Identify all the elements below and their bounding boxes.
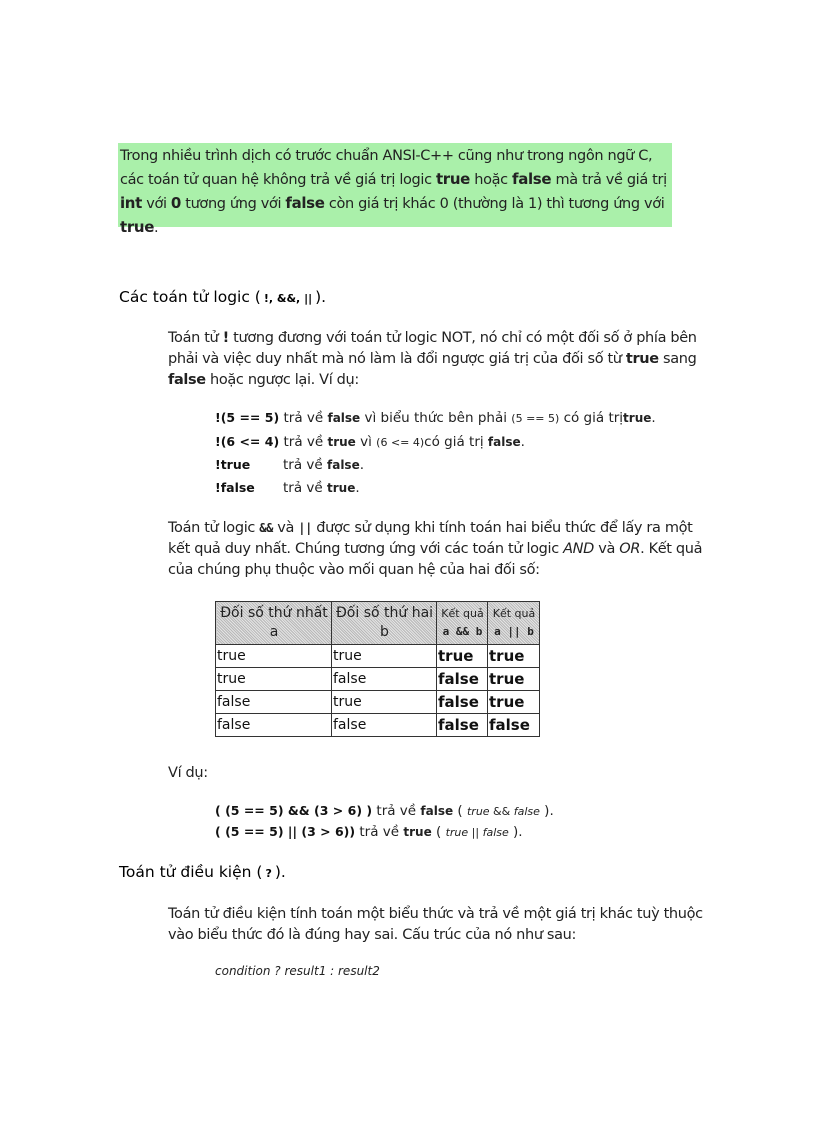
note-text: còn giá trị khác 0 (thường là 1) thì tương ứng với (324, 196, 665, 212)
header-label: Đối số thứ nhất (220, 605, 328, 621)
para-text: Toán tử logic (168, 520, 260, 536)
example-expression: ( (5 == 5) || (3 > 6)) (215, 824, 356, 839)
note-keyword: false (285, 194, 325, 212)
table-cell: false (488, 714, 540, 737)
example-text: vì (355, 434, 377, 450)
para-operator: && (259, 521, 273, 535)
table-cell: true (488, 668, 540, 691)
table-cell: true (437, 645, 488, 668)
para-text: Toán tử (168, 330, 223, 346)
para-operator: || (298, 521, 313, 535)
example-expression: !(6 <= 4) (215, 434, 280, 449)
example-expression: ( (5 == 5) && (3 > 6) ) (215, 803, 373, 818)
heading-text: Các toán tử logic ( (119, 288, 261, 306)
example-line (215, 410, 656, 426)
example-value: false (327, 411, 361, 425)
note-keyword: true (120, 218, 155, 236)
example-text: trả về (283, 480, 327, 496)
example-text: . (651, 410, 656, 426)
heading-text: ). (315, 288, 327, 306)
table-cell: false (332, 668, 437, 691)
example-value: false (327, 458, 360, 472)
example-text: trả về (372, 803, 421, 819)
para-text: Toán tử điều kiện tính toán một biểu thức và trả về một giá trị khác tuỳ thuộc vào biểu thức đó là đúng hay sai. Cấu trúc của nó như sau: (168, 906, 703, 943)
example-value: false (420, 804, 454, 818)
section-heading-conditional (119, 863, 286, 881)
example-value: true (623, 411, 652, 425)
example-subexpression: (5 == 5) (511, 412, 560, 425)
header-label: Đối số thứ hai (335, 605, 434, 621)
header-label: b (380, 624, 389, 640)
example-text: trả về (283, 457, 327, 473)
table-cell: false (216, 691, 332, 714)
example-text: ( (453, 803, 467, 819)
example-expression: !true (215, 457, 251, 472)
example-italic: false (513, 805, 540, 818)
table-cell: false (437, 691, 488, 714)
example-text: có giá trị (559, 410, 624, 426)
example-text: . (359, 457, 365, 473)
example-text: . (355, 480, 360, 496)
table-cell: false (437, 668, 488, 691)
table-cell: true (332, 645, 437, 668)
example-expression: !false (215, 480, 255, 495)
example-line (215, 803, 554, 819)
example-operator: || (468, 826, 483, 839)
example-text: . (520, 434, 525, 450)
note-keyword: true (435, 170, 470, 188)
table-header (332, 602, 437, 645)
table-row (216, 668, 540, 691)
para-text: sang (658, 351, 697, 367)
para-italic: AND (563, 541, 594, 557)
table-header (488, 602, 540, 645)
note-text: với (141, 196, 171, 212)
example-label (168, 763, 708, 784)
para-text: được sử dụng khi tính toán hai biểu thức để lấy ra một kết quả duy nhất. Chúng tương ứng với các toán tử logic (168, 520, 693, 557)
heading-operators: !, &&, || (263, 292, 313, 305)
para-text: Ví dụ: (168, 765, 208, 781)
example-subexpression: (6 <= 4) (376, 436, 425, 449)
example-line (215, 434, 525, 450)
para-keyword: ! (222, 330, 229, 346)
heading-operators: ? (265, 867, 272, 880)
example-text: ( (431, 824, 446, 840)
heading-text: ). (274, 863, 286, 881)
example-italic: false (482, 826, 509, 839)
example-expression: !(5 == 5) (215, 410, 280, 425)
paragraph-conditional (168, 904, 708, 946)
table-row (216, 691, 540, 714)
heading-text: Toán tử điều kiện ( (119, 863, 263, 881)
syntax-code (215, 964, 380, 978)
para-keyword: false (168, 372, 206, 388)
header-label: Kết quả (441, 606, 484, 620)
code-text: condition ? result1 : result2 (215, 964, 380, 978)
table-row (216, 645, 540, 668)
para-keyword: true (625, 351, 659, 367)
section-heading-logic (119, 288, 326, 306)
paragraph-not-operator (168, 328, 708, 391)
example-operator: && (489, 805, 514, 818)
note-text: mà trả về giá trị (551, 172, 667, 188)
note-box (118, 143, 672, 236)
para-text: và (273, 520, 299, 536)
table-cell: false (332, 714, 437, 737)
note-text: Trong nhiều trình dịch có trước chuẩn ANSI-C++ cũng như trong ngôn ngữ C, các toán tử quan hệ không trả về giá trị logic (120, 148, 653, 188)
header-label: Kết quả (492, 606, 536, 620)
para-text: hoặc ngược lại. Ví dụ: (205, 372, 359, 388)
example-text: ). (539, 803, 554, 819)
table-cell: true (488, 691, 540, 714)
example-value: false (487, 435, 521, 449)
table-header (216, 602, 332, 645)
example-line (215, 824, 523, 840)
example-value: true (403, 825, 432, 839)
table-header (437, 602, 488, 645)
example-text: có giá trị (424, 434, 488, 450)
note-text: . (154, 220, 159, 236)
table-cell: true (332, 691, 437, 714)
example-text: ). (508, 824, 523, 840)
para-italic: OR (619, 541, 641, 557)
table-cell: true (488, 645, 540, 668)
para-text: . Kết quả của chúng phụ thuộc vào mối quan hệ của hai đối số: (168, 541, 703, 578)
table-cell: true (216, 645, 332, 668)
paragraph-and-or (168, 518, 708, 581)
table-cell: true (216, 668, 332, 691)
table-cell: false (216, 714, 332, 737)
header-label: a && b (442, 624, 483, 638)
table-row (216, 714, 540, 737)
table-header-row (216, 602, 540, 645)
example-text: trả về (279, 410, 328, 426)
note-keyword: 0 (170, 194, 181, 212)
example-text: trả về (279, 434, 328, 450)
example-value: true (327, 481, 356, 495)
note-keyword: int (120, 194, 142, 212)
example-italic: true (466, 805, 490, 818)
note-text: tương ứng với (181, 196, 286, 212)
example-text: trả về (355, 824, 404, 840)
truth-table (215, 601, 540, 737)
para-text: và (593, 541, 620, 557)
table-cell: false (437, 714, 488, 737)
para-text: tương đương với toán tử logic NOT, nó chỉ có một đối số ở phía bên phải và việc duy nhất mà nó làm là đổi ngược giá trị của đối số từ (168, 330, 697, 367)
header-label: a || b (494, 624, 534, 638)
note-keyword: false (512, 170, 552, 188)
example-line (215, 457, 364, 473)
example-italic: true (445, 826, 469, 839)
example-value: true (327, 435, 356, 449)
note-text: hoặc (469, 172, 513, 188)
header-label: a (269, 624, 279, 640)
example-text: vì biểu thức bên phải (360, 410, 512, 426)
example-line (215, 480, 360, 496)
